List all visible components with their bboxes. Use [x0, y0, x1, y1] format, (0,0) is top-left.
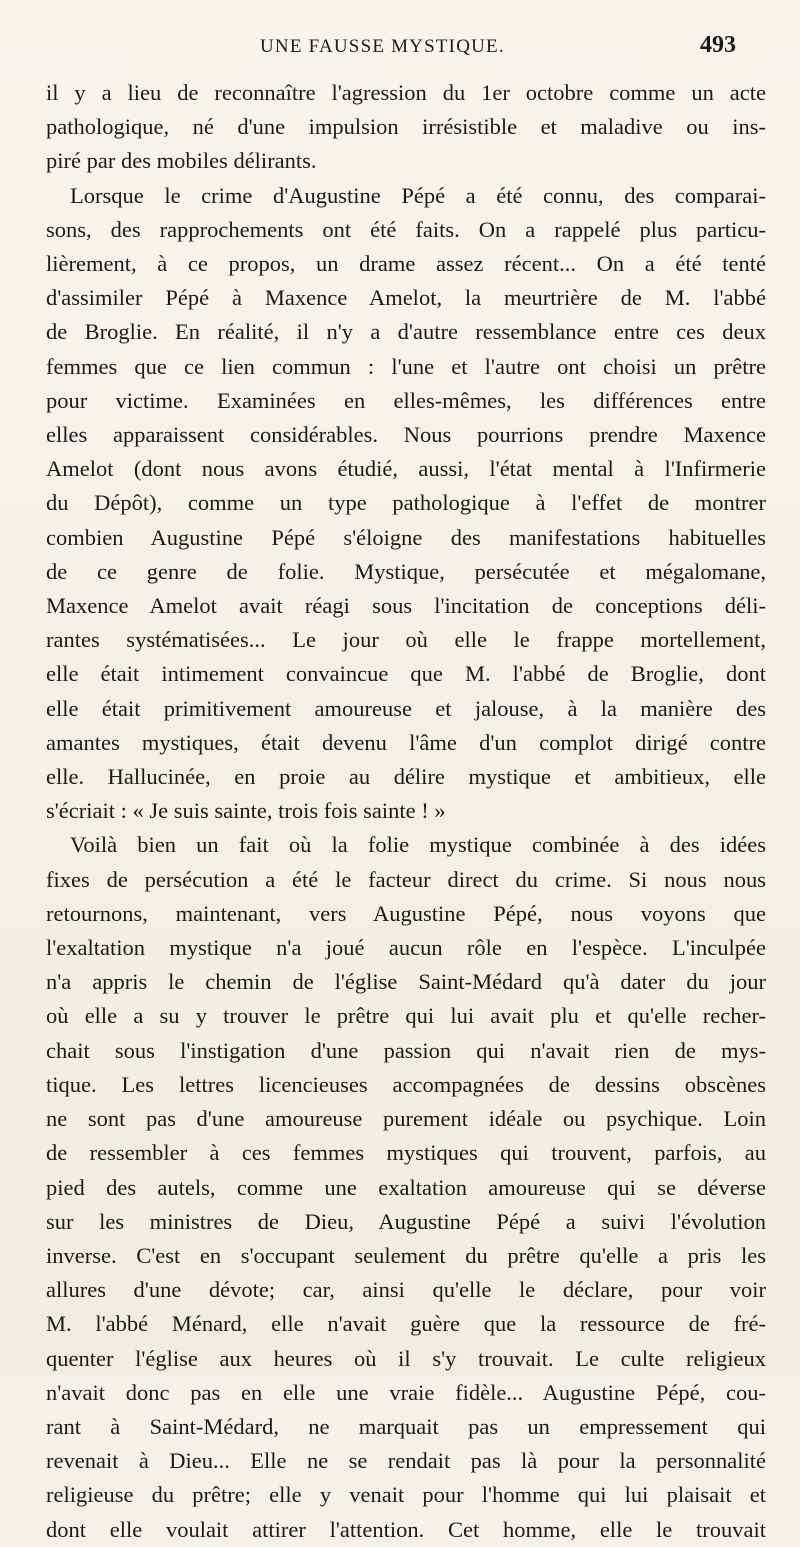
- text-line: sons, des rapprochements ont été faits. On a rappelé plus particu-: [46, 216, 766, 242]
- page-header: [60, 32, 744, 66]
- text-line: il y a lieu de reconnaître l'agression du 1er octobre comme un acte: [46, 80, 766, 105]
- text-line: pour victime. Examinées en elles-mêmes, les différences entre: [46, 387, 766, 413]
- text-line: l'exaltation mystique n'a joué aucun rôle en l'espèce. L'inculpée: [46, 935, 766, 961]
- text-line: religieuse du prêtre; elle y venait pour l'homme qui lui plaisait et: [46, 1482, 766, 1508]
- page-number: 493: [700, 32, 736, 58]
- running-head: UNE FAUSSE MYSTIQUE.: [260, 36, 505, 57]
- body-text: [46, 76, 766, 1547]
- text-line: revenait à Dieu... Elle ne se rendait pas là pour la personnalité: [46, 1448, 766, 1474]
- text-line: combien Augustine Pépé s'éloigne des manifestations habituelles: [46, 524, 766, 550]
- text-line: quenter l'église aux heures où il s'y trouvait. Le culte religieux: [46, 1345, 766, 1371]
- text-line: dont elle voulait attirer l'attention. Cet homme, elle le trouvait: [46, 1516, 766, 1542]
- text-line: du Dépôt), comme un type pathologique à l'effet de montrer: [46, 490, 766, 516]
- text-line: Voilà bien un fait où la folie mystique combinée à des idées: [70, 832, 766, 858]
- text-line: s'écriait : « Je suis sainte, trois fois sainte ! »: [46, 798, 446, 824]
- text-line: allures d'une dévote; car, ainsi qu'elle le déclare, pour voir: [46, 1277, 766, 1303]
- text-line: d'assimiler Pépé à Maxence Amelot, la meurtrière de M. l'abbé: [46, 285, 766, 311]
- text-line: de ce genre de folie. Mystique, persécutée et mégalomane,: [46, 558, 766, 584]
- text-line: où elle a su y trouver le prêtre qui lui avait plu et qu'elle recher-: [46, 1003, 766, 1029]
- text-line: Maxence Amelot avait réagi sous l'incitation de conceptions déli-: [46, 593, 766, 619]
- text-line: n'a appris le chemin de l'église Saint-Médard qu'à dater du jour: [46, 969, 766, 995]
- text-line: pathologique, né d'une impulsion irrésistible et maladive ou ins-: [46, 114, 766, 140]
- text-line: elle était primitivement amoureuse et jalouse, à la manière des: [46, 695, 766, 721]
- text-line: de Broglie. En réalité, il n'y a d'autre ressemblance entre ces deux: [46, 319, 766, 345]
- text-line: de ressembler à ces femmes mystiques qui trouvent, parfois, au: [46, 1140, 766, 1166]
- text-line: elles apparaissent considérables. Nous pourrions prendre Maxence: [46, 422, 766, 448]
- text-line: ne sont pas d'une amoureuse purement idéale ou psychique. Loin: [46, 1106, 766, 1132]
- text-line: lièrement, à ce propos, un drame assez récent... On a été tenté: [46, 251, 766, 277]
- text-line: rantes systématisées... Le jour où elle le frappe mortellement,: [46, 627, 766, 653]
- text-line: pied des autels, comme une exaltation amoureuse qui se déverse: [46, 1174, 766, 1200]
- text-line: amantes mystiques, était devenu l'âme d'un complot dirigé contre: [46, 729, 766, 755]
- text-line: chait sous l'instigation d'une passion qui n'avait rien de mys-: [46, 1037, 766, 1063]
- text-line: inverse. C'est en s'occupant seulement du prêtre qu'elle a pris les: [46, 1242, 766, 1268]
- text-line: sur les ministres de Dieu, Augustine Pépé a suivi l'évolution: [46, 1208, 766, 1234]
- text-line: tique. Les lettres licencieuses accompagnées de dessins obscènes: [46, 1071, 766, 1097]
- text-line: n'avait donc pas en elle une vraie fidèle... Augustine Pépé, cou-: [46, 1379, 766, 1405]
- text-line: Lorsque le crime d'Augustine Pépé a été connu, des comparai-: [70, 182, 766, 208]
- text-line: fixes de persécution a été le facteur direct du crime. Si nous nous: [46, 866, 766, 892]
- text-line: retournons, maintenant, vers Augustine Pépé, nous voyons que: [46, 900, 766, 926]
- text-line: piré par des mobiles délirants.: [46, 148, 317, 174]
- text-line: rant à Saint-Médard, ne marquait pas un empressement qui: [46, 1413, 766, 1439]
- text-line: femmes que ce lien commun : l'une et l'autre ont choisi un prêtre: [46, 353, 766, 379]
- text-line: elle. Hallucinée, en proie au délire mystique et ambitieux, elle: [46, 764, 766, 790]
- text-line: Amelot (dont nous avons étudié, aussi, l'état mental à l'Infirmerie: [46, 456, 766, 482]
- text-line: M. l'abbé Ménard, elle n'avait guère que la ressource de fré-: [46, 1311, 766, 1337]
- text-line: elle était intimement convaincue que M. l'abbé de Broglie, dont: [46, 661, 766, 687]
